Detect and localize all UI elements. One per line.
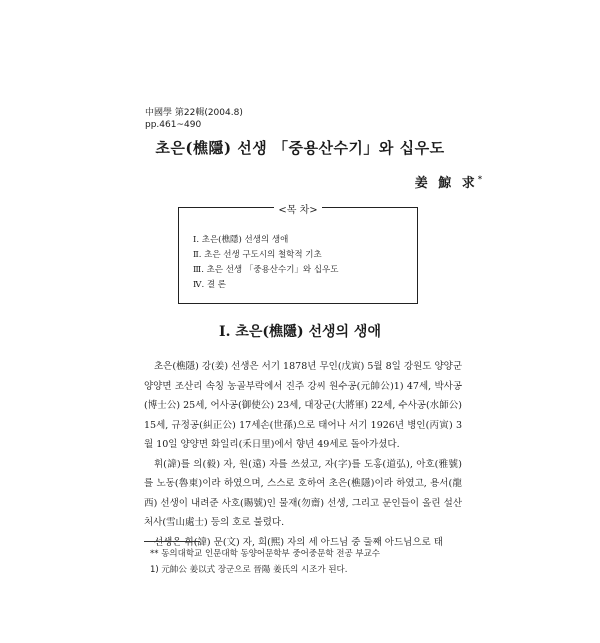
author-footnote-mark: * xyxy=(477,173,482,184)
paragraph: 휘(諱)를 의(毅) 자, 원(遠) 자를 쓰셨고, 자(字)를 도홍(道弘), 아호(雅號)를 노동(魯東)이라 하였으며, 스스로 호하여 초은(樵隱)이라 하였고, 용서(龍西) 선생이 내려준 사호(賜號)인 물재(勿齋) 선생, 그리고 문인들이 올린 설산처사(雪山處士) 등의 호로 불렸다. xyxy=(144,458,462,528)
journal-info xyxy=(145,107,243,131)
toc-item: Ⅳ. 결 론 xyxy=(193,280,227,290)
toc-item: Ⅱ. 초은 선생 구도시의 철학적 기초 xyxy=(193,250,322,260)
toc-item: Ⅰ. 초은(樵隱) 선생의 생애 xyxy=(193,235,289,245)
journal-volume: 中國學 第22輯(2004.8) xyxy=(145,108,243,118)
table-of-contents xyxy=(178,207,418,304)
footnotes xyxy=(150,546,470,578)
author-name: 姜 鯨 求 xyxy=(414,176,478,191)
body-text xyxy=(144,357,462,552)
paper-title: 초은(樵隱) 선생 「중용산수기」와 십우도 xyxy=(155,139,445,157)
footnote: 1) 元帥公 姜以式 장군으로 晉陽 姜氏의 시조가 된다. xyxy=(150,565,348,575)
author-line xyxy=(415,172,482,191)
footnote-divider xyxy=(144,541,200,542)
toc-list xyxy=(193,233,338,293)
section-heading: Ⅰ. 초은(樵隱) 선생의 생애 xyxy=(219,324,381,340)
paragraph: 초은(樵隱) 강(姜) 선생은 서기 1878년 무인(戊寅) 5월 8일 강원도 양양군 양양면 조산리 속칭 농골부락에서 진주 강씨 원수공(元帥公)1) 47세, 박사공(博士公) 25세, 어사공(御使公) 23세, 대장군(大將軍) 22세, 수사공(水師公) 15세, 규정공(糾正公) 17세손(世孫)으로 태어나 서기 1926년 병인(丙寅) 3월 10일 양양면 화일리(禾日里)에서 향년 49세로 돌아가셨다. xyxy=(144,361,462,450)
journal-pages: pp.461~490 xyxy=(145,120,202,130)
toc-heading: <목 차> xyxy=(274,205,321,216)
toc-heading-wrap xyxy=(179,201,417,216)
toc-item: Ⅲ. 초은 선생 「중용산수기」와 십우도 xyxy=(193,265,339,275)
footnote: ** 동의대학교 인문대학 동양어문학부 중어중문학 전공 부교수 xyxy=(150,549,380,559)
paragraph: 선생은 휘(諱) 문(文) 자, 희(熙) 자의 세 아드님 중 둘째 아드님으로 태 xyxy=(154,536,443,548)
